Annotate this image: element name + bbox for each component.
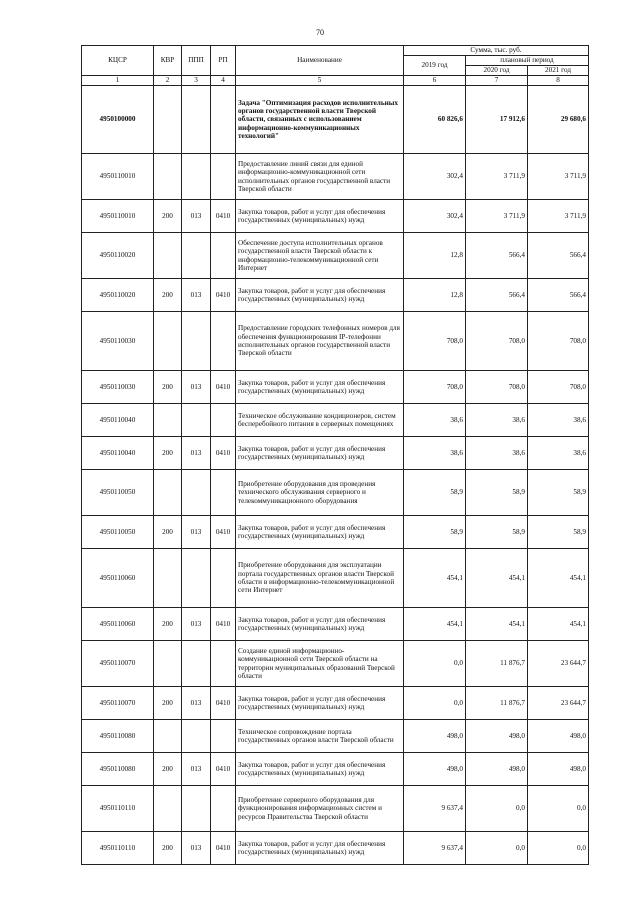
kvr-cell	[154, 312, 182, 371]
value-2020-cell: 0,0	[466, 832, 528, 865]
table-row	[82, 371, 589, 404]
name-cell: Закупка товаров, работ и услуг для обеспечения государственных (муниципальных) нужд	[236, 200, 404, 233]
ppp-cell	[182, 154, 211, 200]
column-number: 3	[182, 76, 211, 86]
kcsr-cell: 4950110070	[82, 641, 154, 687]
value-2021-cell: 38,6	[528, 437, 589, 470]
name-cell: Задача "Оптимизация расходов исполнительных органов государственной власти Тверской области, связанных с использованием информационно-коммуникационных технологий"	[236, 86, 404, 154]
column-number: 6	[404, 76, 466, 86]
ppp-cell: 013	[182, 516, 211, 549]
value-2019-cell: 58,9	[404, 516, 466, 549]
value-2020-cell: 38,6	[466, 437, 528, 470]
ppp-cell	[182, 641, 211, 687]
rp-cell: 0410	[211, 753, 236, 786]
value-2020-cell: 58,9	[466, 470, 528, 516]
ppp-cell: 013	[182, 279, 211, 312]
table-row	[82, 786, 589, 832]
table-row	[82, 154, 589, 200]
header-sum: Сумма, тыс. руб.	[404, 46, 589, 56]
value-2020-cell: 17 912,6	[466, 86, 528, 154]
kvr-cell: 200	[154, 687, 182, 720]
kvr-cell	[154, 233, 182, 279]
value-2020-cell: 454,1	[466, 608, 528, 641]
table-row	[82, 687, 589, 720]
rp-cell	[211, 154, 236, 200]
rp-cell	[211, 470, 236, 516]
value-2020-cell: 566,4	[466, 279, 528, 312]
name-cell: Приобретение оборудования для проведения технического обслуживания серверного и телекоммуникационного оборудования	[236, 470, 404, 516]
value-2021-cell: 3 711,9	[528, 200, 589, 233]
ppp-cell: 013	[182, 437, 211, 470]
kvr-cell: 200	[154, 753, 182, 786]
rp-cell	[211, 233, 236, 279]
table-row	[82, 832, 589, 865]
header-kvr: КВР	[154, 46, 182, 76]
rp-cell: 0410	[211, 608, 236, 641]
kvr-cell: 200	[154, 437, 182, 470]
column-number: 4	[211, 76, 236, 86]
value-2019-cell: 454,1	[404, 549, 466, 608]
value-2021-cell: 58,9	[528, 470, 589, 516]
table-row	[82, 608, 589, 641]
value-2019-cell: 0,0	[404, 641, 466, 687]
value-2021-cell: 38,6	[528, 404, 589, 437]
value-2021-cell: 23 644,7	[528, 687, 589, 720]
value-2020-cell: 38,6	[466, 404, 528, 437]
name-cell: Закупка товаров, работ и услуг для обеспечения государственных (муниципальных) нужд	[236, 279, 404, 312]
ppp-cell	[182, 470, 211, 516]
name-cell: Закупка товаров, работ и услуг для обеспечения государственных (муниципальных) нужд	[236, 516, 404, 549]
ppp-cell: 013	[182, 608, 211, 641]
value-2019-cell: 302,4	[404, 154, 466, 200]
ppp-cell	[182, 233, 211, 279]
ppp-cell: 013	[182, 753, 211, 786]
name-cell: Закупка товаров, работ и услуг для обеспечения государственных (муниципальных) нужд	[236, 753, 404, 786]
column-number: 8	[528, 76, 589, 86]
table-row	[82, 200, 589, 233]
kcsr-cell: 4950110060	[82, 549, 154, 608]
table-row	[82, 753, 589, 786]
value-2019-cell: 498,0	[404, 720, 466, 753]
value-2021-cell: 0,0	[528, 786, 589, 832]
header-ppp: ППП	[182, 46, 211, 76]
ppp-cell	[182, 549, 211, 608]
kcsr-cell: 4950110040	[82, 437, 154, 470]
header-kcsr: КЦСР	[82, 46, 154, 76]
value-2019-cell: 58,9	[404, 470, 466, 516]
kvr-cell	[154, 720, 182, 753]
kvr-cell	[154, 641, 182, 687]
value-2020-cell: 58,9	[466, 516, 528, 549]
kvr-cell: 200	[154, 832, 182, 865]
ppp-cell: 013	[182, 687, 211, 720]
table-row	[82, 437, 589, 470]
table-row	[82, 404, 589, 437]
value-2020-cell: 566,4	[466, 233, 528, 279]
table-row	[82, 470, 589, 516]
kcsr-cell: 4950110030	[82, 312, 154, 371]
value-2019-cell: 9 637,4	[404, 832, 466, 865]
kcsr-cell: 4950110110	[82, 832, 154, 865]
header-plan-period: плановый период	[466, 56, 589, 66]
name-cell: Техническое сопровождение портала государственных органов власти Тверской области	[236, 720, 404, 753]
value-2020-cell: 498,0	[466, 753, 528, 786]
value-2020-cell: 3 711,9	[466, 200, 528, 233]
name-cell: Закупка товаров, работ и услуг для обеспечения государственных (муниципальных) нужд	[236, 687, 404, 720]
name-cell: Создание единой информационно-коммуникационной сети Тверской области на территории муниципальных образований Тверской области	[236, 641, 404, 687]
header-2021: 2021 год	[528, 66, 589, 76]
value-2021-cell: 454,1	[528, 608, 589, 641]
value-2021-cell: 3 711,9	[528, 154, 589, 200]
value-2020-cell: 708,0	[466, 312, 528, 371]
table-row	[82, 720, 589, 753]
name-cell: Закупка товаров, работ и услуг для обеспечения государственных (муниципальных) нужд	[236, 832, 404, 865]
rp-cell	[211, 641, 236, 687]
ppp-cell	[182, 86, 211, 154]
value-2019-cell: 12,8	[404, 279, 466, 312]
name-cell: Техническое обслуживание кондиционеров, систем бесперебойного питания в серверных помещениях	[236, 404, 404, 437]
rp-cell	[211, 404, 236, 437]
value-2021-cell: 566,4	[528, 279, 589, 312]
rp-cell	[211, 720, 236, 753]
rp-cell	[211, 86, 236, 154]
ppp-cell: 013	[182, 200, 211, 233]
column-number: 5	[236, 76, 404, 86]
kcsr-cell: 4950110080	[82, 753, 154, 786]
kvr-cell	[154, 549, 182, 608]
kcsr-cell: 4950100000	[82, 86, 154, 154]
rp-cell: 0410	[211, 371, 236, 404]
kcsr-cell: 4950110060	[82, 608, 154, 641]
table-row	[82, 312, 589, 371]
name-cell: Закупка товаров, работ и услуг для обеспечения государственных (муниципальных) нужд	[236, 371, 404, 404]
kcsr-cell: 4950110040	[82, 404, 154, 437]
name-cell: Обеспечение доступа исполнительных органов государственной власти Тверской области к информационно-телекоммуникационной сети Интернет	[236, 233, 404, 279]
header-2019: 2019 год	[404, 56, 466, 76]
rp-cell: 0410	[211, 516, 236, 549]
kcsr-cell: 4950110020	[82, 279, 154, 312]
kvr-cell	[154, 86, 182, 154]
table-row	[82, 516, 589, 549]
table-body	[82, 86, 589, 865]
header-name: Наименование	[236, 46, 404, 76]
kvr-cell	[154, 786, 182, 832]
name-cell: Предоставление линий связи для единой информационно-коммуникационной сети исполнительных органов государственной власти Тверской области	[236, 154, 404, 200]
value-2020-cell: 454,1	[466, 549, 528, 608]
value-2021-cell: 29 680,6	[528, 86, 589, 154]
value-2021-cell: 708,0	[528, 371, 589, 404]
kcsr-cell: 4950110010	[82, 200, 154, 233]
value-2019-cell: 498,0	[404, 753, 466, 786]
rp-cell	[211, 549, 236, 608]
kcsr-cell: 4950110030	[82, 371, 154, 404]
rp-cell: 0410	[211, 832, 236, 865]
budget-table	[81, 45, 589, 865]
name-cell: Приобретение серверного оборудования для функционирования информационных систем и ресурсов Правительства Тверской области	[236, 786, 404, 832]
ppp-cell	[182, 312, 211, 371]
value-2021-cell: 0,0	[528, 832, 589, 865]
value-2021-cell: 58,9	[528, 516, 589, 549]
ppp-cell	[182, 720, 211, 753]
kvr-cell	[154, 470, 182, 516]
column-number: 1	[82, 76, 154, 86]
header-2020: 2020 год	[466, 66, 528, 76]
ppp-cell: 013	[182, 371, 211, 404]
value-2021-cell: 454,1	[528, 549, 589, 608]
kcsr-cell: 4950110010	[82, 154, 154, 200]
name-cell: Закупка товаров, работ и услуг для обеспечения государственных (муниципальных) нужд	[236, 608, 404, 641]
value-2021-cell: 498,0	[528, 720, 589, 753]
value-2021-cell: 708,0	[528, 312, 589, 371]
value-2021-cell: 498,0	[528, 753, 589, 786]
kcsr-cell: 4950110070	[82, 687, 154, 720]
ppp-cell	[182, 404, 211, 437]
rp-cell: 0410	[211, 437, 236, 470]
ppp-cell: 013	[182, 832, 211, 865]
name-cell: Приобретение оборудования для эксплуатации портала государственных органов власти Тверской области в информационно-телекоммуникационной сети Интернет	[236, 549, 404, 608]
ppp-cell	[182, 786, 211, 832]
name-cell: Предоставление городских телефонных номеров для обеспечения функционирования IP-телефонии исполнительных органов государственной власти Тверской области	[236, 312, 404, 371]
table-row	[82, 641, 589, 687]
table-row	[82, 86, 589, 154]
kcsr-cell: 4950110050	[82, 470, 154, 516]
kvr-cell	[154, 154, 182, 200]
value-2019-cell: 38,6	[404, 437, 466, 470]
column-number: 7	[466, 76, 528, 86]
value-2019-cell: 9 637,4	[404, 786, 466, 832]
value-2020-cell: 708,0	[466, 371, 528, 404]
kcsr-cell: 4950110020	[82, 233, 154, 279]
value-2020-cell: 11 876,7	[466, 687, 528, 720]
rp-cell	[211, 786, 236, 832]
value-2020-cell: 498,0	[466, 720, 528, 753]
kvr-cell: 200	[154, 516, 182, 549]
value-2019-cell: 708,0	[404, 371, 466, 404]
value-2019-cell: 454,1	[404, 608, 466, 641]
value-2019-cell: 708,0	[404, 312, 466, 371]
table-row	[82, 279, 589, 312]
kcsr-cell: 4950110110	[82, 786, 154, 832]
rp-cell: 0410	[211, 200, 236, 233]
value-2021-cell: 566,4	[528, 233, 589, 279]
value-2020-cell: 11 876,7	[466, 641, 528, 687]
kvr-cell	[154, 404, 182, 437]
kvr-cell: 200	[154, 371, 182, 404]
kcsr-cell: 4950110080	[82, 720, 154, 753]
value-2020-cell: 0,0	[466, 786, 528, 832]
kvr-cell: 200	[154, 279, 182, 312]
column-numbers-row	[82, 76, 589, 86]
value-2019-cell: 12,8	[404, 233, 466, 279]
value-2019-cell: 302,4	[404, 200, 466, 233]
kcsr-cell: 4950110050	[82, 516, 154, 549]
column-number: 2	[154, 76, 182, 86]
value-2019-cell: 0,0	[404, 687, 466, 720]
page-number: 70	[316, 28, 324, 37]
rp-cell: 0410	[211, 279, 236, 312]
value-2019-cell: 60 826,6	[404, 86, 466, 154]
table-row	[82, 549, 589, 608]
kvr-cell: 200	[154, 200, 182, 233]
header-rp: РП	[211, 46, 236, 76]
name-cell: Закупка товаров, работ и услуг для обеспечения государственных (муниципальных) нужд	[236, 437, 404, 470]
value-2021-cell: 23 644,7	[528, 641, 589, 687]
value-2020-cell: 3 711,9	[466, 154, 528, 200]
value-2019-cell: 38,6	[404, 404, 466, 437]
rp-cell: 0410	[211, 687, 236, 720]
table-row	[82, 233, 589, 279]
rp-cell	[211, 312, 236, 371]
kvr-cell: 200	[154, 608, 182, 641]
